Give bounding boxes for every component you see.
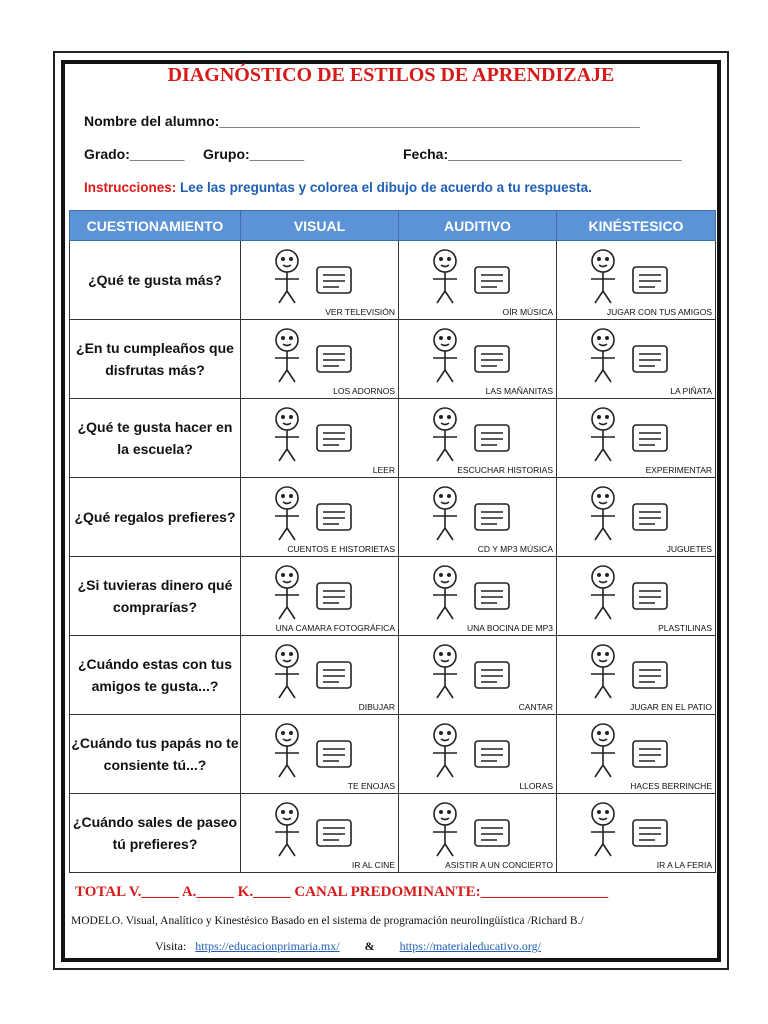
answer-caption: CUENTOS E HISTORIETAS xyxy=(287,544,395,554)
child-drawing-icon xyxy=(563,561,703,621)
page-title: DIAGNÓSTICO DE ESTILOS DE APRENDIZAJE xyxy=(167,64,615,86)
instructions-label: Instrucciones: xyxy=(84,180,177,195)
question-cell: ¿Cuándo sales de paseo tú prefieres? xyxy=(70,794,241,873)
question-cell: ¿Si tuvieras dinero qué comprarías? xyxy=(70,557,241,636)
child-drawing-icon xyxy=(405,798,545,858)
child-drawing-icon xyxy=(247,245,387,305)
instructions-text: Lee las preguntas y colorea el dibujo de acuerdo a tu respuesta. xyxy=(176,180,592,195)
child-drawing-icon xyxy=(247,640,387,700)
answer-cell-k[interactable] xyxy=(557,794,716,873)
student-name-field[interactable]: Nombre del alumno:______________________________________________________ xyxy=(84,113,640,129)
question-cell: ¿Cuándo tus papás no te consiente tú...? xyxy=(70,715,241,794)
answer-cell-v[interactable] xyxy=(241,636,399,715)
child-drawing-icon xyxy=(563,719,703,779)
table-row xyxy=(70,241,716,320)
child-drawing-icon xyxy=(247,798,387,858)
answer-caption: JUGAR EN EL PATIO xyxy=(629,702,712,712)
child-drawing-icon xyxy=(405,245,545,305)
answer-cell-a[interactable] xyxy=(399,478,557,557)
child-drawing-icon xyxy=(563,640,703,700)
answer-caption: JUGUETES xyxy=(666,544,712,554)
answer-cell-k[interactable] xyxy=(557,557,716,636)
child-drawing-icon xyxy=(563,798,703,858)
answer-caption: IR AL CINE xyxy=(351,860,395,870)
question-cell: ¿En tu cumpleaños que disfrutas más? xyxy=(70,320,241,399)
answer-caption: DIBUJAR xyxy=(358,702,395,712)
answer-caption: VER TELEVISIÓN xyxy=(325,307,395,317)
answer-caption: LOS ADORNOS xyxy=(333,386,395,396)
answer-cell-k[interactable] xyxy=(557,478,716,557)
answer-cell-a[interactable] xyxy=(399,715,557,794)
answer-cell-v[interactable] xyxy=(241,794,399,873)
grade-field[interactable]: Grado:_______ xyxy=(84,146,185,162)
answer-cell-k[interactable] xyxy=(557,320,716,399)
link-educacionprimaria[interactable]: https://educacionprimaria.mx/ xyxy=(195,939,340,953)
answer-cell-v[interactable] xyxy=(241,399,399,478)
table-row xyxy=(70,794,716,873)
visit-label: Visita: xyxy=(155,939,187,953)
table-header-row xyxy=(70,211,716,241)
answer-cell-v[interactable] xyxy=(241,557,399,636)
answer-cell-v[interactable] xyxy=(241,478,399,557)
answer-caption: ESCUCHAR HISTORIAS xyxy=(457,465,553,475)
answer-cell-k[interactable] xyxy=(557,241,716,320)
answer-caption: OÍR MÚSICA xyxy=(502,307,553,317)
child-drawing-icon xyxy=(405,640,545,700)
date-field[interactable]: Fecha:______________________________ xyxy=(403,146,682,162)
answer-caption: LEER xyxy=(372,465,395,475)
answer-caption: ASISTIR A UN CONCIERTO xyxy=(445,860,553,870)
child-drawing-icon xyxy=(247,561,387,621)
child-drawing-icon xyxy=(247,403,387,463)
answer-caption: CANTAR xyxy=(518,702,553,712)
question-cell: ¿Qué te gusta más? xyxy=(70,241,241,320)
child-drawing-icon xyxy=(247,324,387,384)
group-field[interactable]: Grupo:_______ xyxy=(203,146,305,162)
answer-caption: EXPERIMENTAR xyxy=(645,465,712,475)
answer-cell-a[interactable] xyxy=(399,320,557,399)
table-row xyxy=(70,715,716,794)
answer-caption: TE ENOJAS xyxy=(347,781,395,791)
header-visual: VISUAL xyxy=(241,211,399,241)
table-row xyxy=(70,320,716,399)
child-drawing-icon xyxy=(563,403,703,463)
header-kinestesico: KINÉSTESICO xyxy=(557,211,716,241)
answer-cell-v[interactable] xyxy=(241,320,399,399)
child-drawing-icon xyxy=(563,324,703,384)
header-cuestionamiento: CUESTIONAMIENTO xyxy=(70,211,241,241)
question-cell: ¿Qué te gusta hacer en la escuela? xyxy=(70,399,241,478)
answer-caption: UNA CAMARA FOTOGRÁFICA xyxy=(275,623,395,633)
answer-caption: LAS MAÑANITAS xyxy=(485,386,553,396)
total-line[interactable]: TOTAL V._____ A._____ K._____ CANAL PREDOMINANTE:_________________ xyxy=(75,884,609,900)
answer-cell-v[interactable] xyxy=(241,241,399,320)
answer-caption: PLASTILINAS xyxy=(658,623,712,633)
link-materialeducativo[interactable]: https://materialeducativo.org/ xyxy=(399,939,541,953)
answer-cell-a[interactable] xyxy=(399,636,557,715)
answer-caption: IR A LA FERIA xyxy=(656,860,712,870)
answer-cell-k[interactable] xyxy=(557,715,716,794)
answer-cell-a[interactable] xyxy=(399,794,557,873)
answer-cell-k[interactable] xyxy=(557,399,716,478)
child-drawing-icon xyxy=(405,403,545,463)
child-drawing-icon xyxy=(405,324,545,384)
child-drawing-icon xyxy=(563,482,703,542)
question-cell: ¿Cuándo estas con tus amigos te gusta...? xyxy=(70,636,241,715)
table-row xyxy=(70,636,716,715)
child-drawing-icon xyxy=(247,719,387,779)
answer-caption: UNA BOCINA DE MP3 xyxy=(467,623,553,633)
child-drawing-icon xyxy=(247,482,387,542)
answer-cell-a[interactable] xyxy=(399,241,557,320)
answer-caption: LLORAS xyxy=(519,781,553,791)
answer-caption: LA PIÑATA xyxy=(670,386,712,396)
answer-caption: HACES BERRINCHE xyxy=(630,781,712,791)
header-auditivo: AUDITIVO xyxy=(399,211,557,241)
answer-cell-a[interactable] xyxy=(399,399,557,478)
table-row xyxy=(70,557,716,636)
question-cell: ¿Qué regalos prefieres? xyxy=(70,478,241,557)
child-drawing-icon xyxy=(563,245,703,305)
model-note: MODELO. Visual, Analítico y Kinestésico Basado en el sistema de programación neurolingüística /Richard B./ xyxy=(71,915,584,927)
answer-cell-v[interactable] xyxy=(241,715,399,794)
ampersand: & xyxy=(364,939,375,953)
answer-caption: JUGAR CON TUS AMIGOS xyxy=(606,307,712,317)
answer-cell-k[interactable] xyxy=(557,636,716,715)
answer-cell-a[interactable] xyxy=(399,557,557,636)
questionnaire-table xyxy=(69,210,716,873)
instructions xyxy=(84,180,592,195)
visit-line xyxy=(155,939,541,954)
child-drawing-icon xyxy=(405,561,545,621)
answer-caption: CD Y MP3 MÚSICA xyxy=(477,544,553,554)
table-row xyxy=(70,399,716,478)
child-drawing-icon xyxy=(405,719,545,779)
child-drawing-icon xyxy=(405,482,545,542)
table-row xyxy=(70,478,716,557)
